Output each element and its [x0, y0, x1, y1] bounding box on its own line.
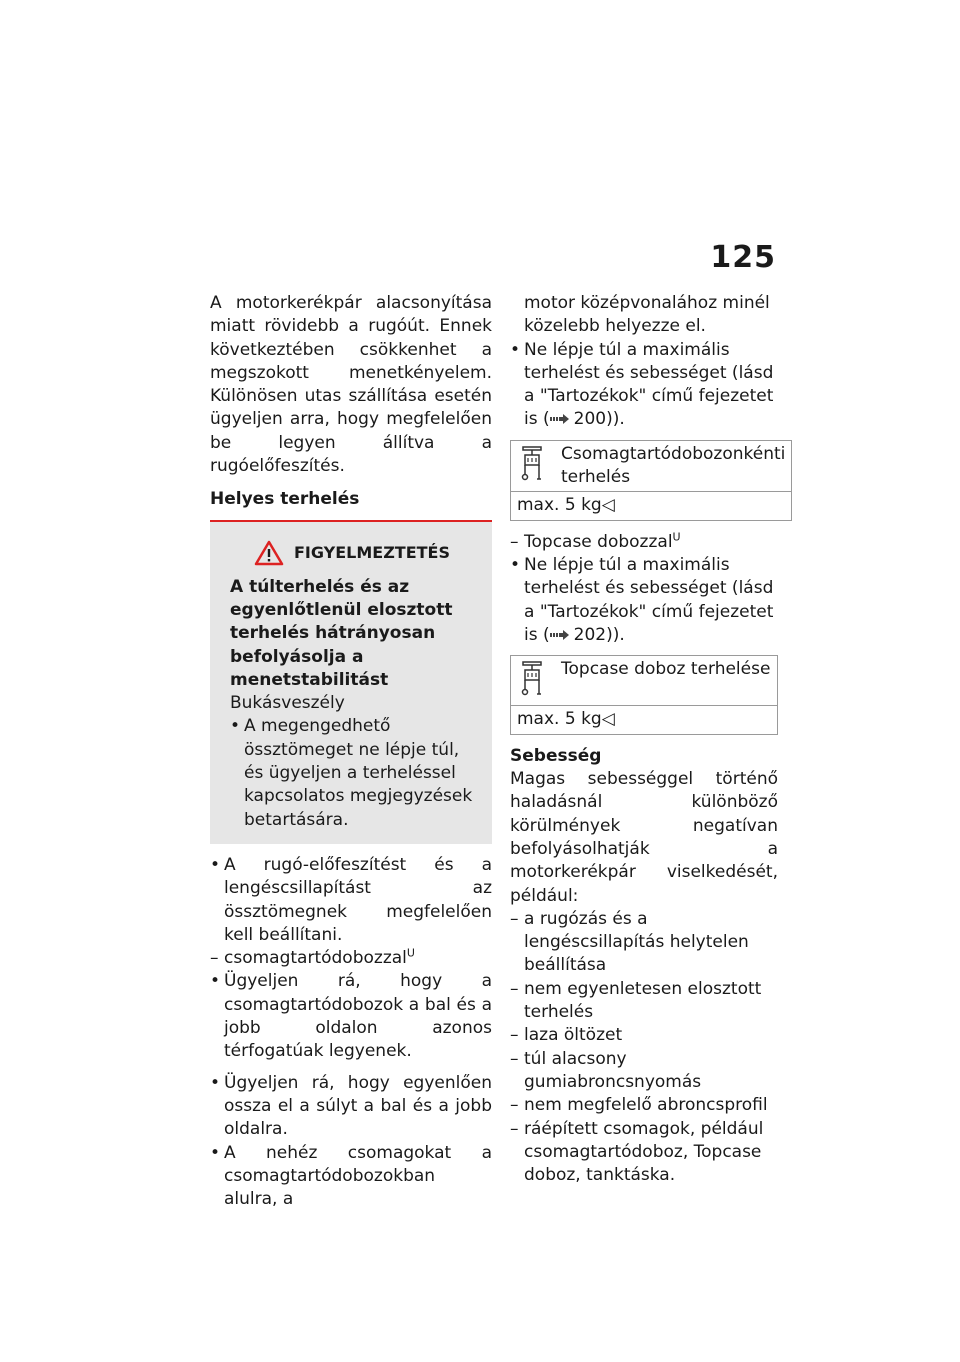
warning-title: [230, 540, 474, 566]
intro-paragraph: A motorkerékpár alacsonyítása miatt rövidebb a rugóút. Ennek következtében csökkenhet a megszokott menetkényelem. Különösen utas szállítása esetén ügyeljen arra, hogy megfelelően be legyen állítva a rugóelőfeszítés.: [210, 293, 492, 477]
list-item-dash: – nem megfelelő abroncsprofil: [510, 1094, 778, 1117]
list-item-dash: – ráépített csomagok, például csomagtartódoboz, Topcase doboz, tanktáska.: [510, 1118, 778, 1188]
warning-bullet: • A megengedhető össztömeget ne lépje túl, és ügyeljen a terheléssel kapcsolatos megjegyzések betartására.: [230, 715, 474, 831]
warning-title-text: FIGYELMEZTETÉS: [293, 543, 451, 563]
list-item-dash: – nem egyenletesen elosztott terhelés: [510, 978, 778, 1025]
warning-triangle-icon: [254, 540, 284, 566]
bullet-text: Ne lépje túl a maximális terhelést és sebességet (lásd a "Tartozékok" című fejezetet is (: [524, 554, 774, 645]
list-item-dash: [510, 531, 778, 554]
dash-text: csomagtartódobozzal: [224, 948, 407, 969]
list-item: • Ügyeljen rá, hogy egyenlően ossza el a súlyt a bal és a jobb oldalra.: [210, 1072, 492, 1142]
load-label: Csomagtartódobozonkénti terhelés: [561, 443, 786, 488]
page-reference: 202)).: [573, 624, 625, 645]
bullet-text: Ne lépje túl a maximális terhelést és sebességet (lásd a "Tartozékok" című fejezetet is (: [524, 339, 774, 430]
page-reference: 200)).: [573, 409, 625, 430]
speed-paragraph: Magas sebességgel történő haladásnál különböző körülmények negatívan befolyásolhatják a motorkerékpár viselkedését, például:: [510, 769, 778, 906]
superscript-marker: U: [672, 530, 681, 544]
page-number: 125: [710, 240, 776, 275]
load-value: max. 5 kg◁: [511, 492, 792, 520]
load-label: Topcase doboz terhelése: [561, 659, 771, 680]
superscript-marker: U: [406, 946, 415, 960]
section-heading-correct-load: Helyes terhelés: [210, 489, 360, 510]
list-item: • Ügyeljen rá, hogy a csomagtartódobozok a bal és a jobb oldalon azonos térfogatúak legyenek.: [210, 970, 492, 1063]
list-item: • A nehéz csomagokat a csomagtartódobozokban alulra, a: [210, 1142, 492, 1212]
speed-list: [510, 908, 778, 1188]
list-item-dash: – túl alacsony gumiabroncsnyomás: [510, 1048, 778, 1095]
page-reference-arrow-icon: [550, 629, 570, 641]
right-column: [510, 292, 786, 1187]
list-item: [510, 339, 778, 432]
page-reference-arrow-icon: [550, 413, 570, 425]
warning-bold-text: A túlterhelés és az egyenlőtlenül elosztott terhelés hátrányosan befolyásolja a menetstabilitást: [230, 576, 453, 690]
warning-box: [210, 522, 492, 844]
load-table-case: [510, 440, 792, 521]
load-value: max. 5 kg◁: [511, 706, 778, 734]
list-item-dash: [210, 947, 492, 970]
load-table-topcase: [510, 655, 778, 735]
warning-risk: Bukásveszély: [230, 693, 345, 714]
list-item: [510, 554, 778, 647]
load-weight-icon: [517, 445, 547, 481]
section-heading-speed: Sebesség: [510, 745, 602, 766]
continuation-text: motor középvonalához minél közelebb helyezze el.: [524, 293, 770, 337]
list-item-dash: – laza öltözet: [510, 1024, 778, 1047]
list-item: • A rugó-előfeszítést és a lengéscsillapítást az össztömegnek megfelelően kell beállítani.: [210, 854, 492, 947]
list-item-dash: – a rugózás és a lengéscsillapítás helytelen beállítása: [510, 908, 778, 978]
dash-text: Topcase dobozzal: [524, 531, 673, 552]
left-column: [210, 292, 492, 1211]
load-weight-icon: [517, 660, 547, 696]
